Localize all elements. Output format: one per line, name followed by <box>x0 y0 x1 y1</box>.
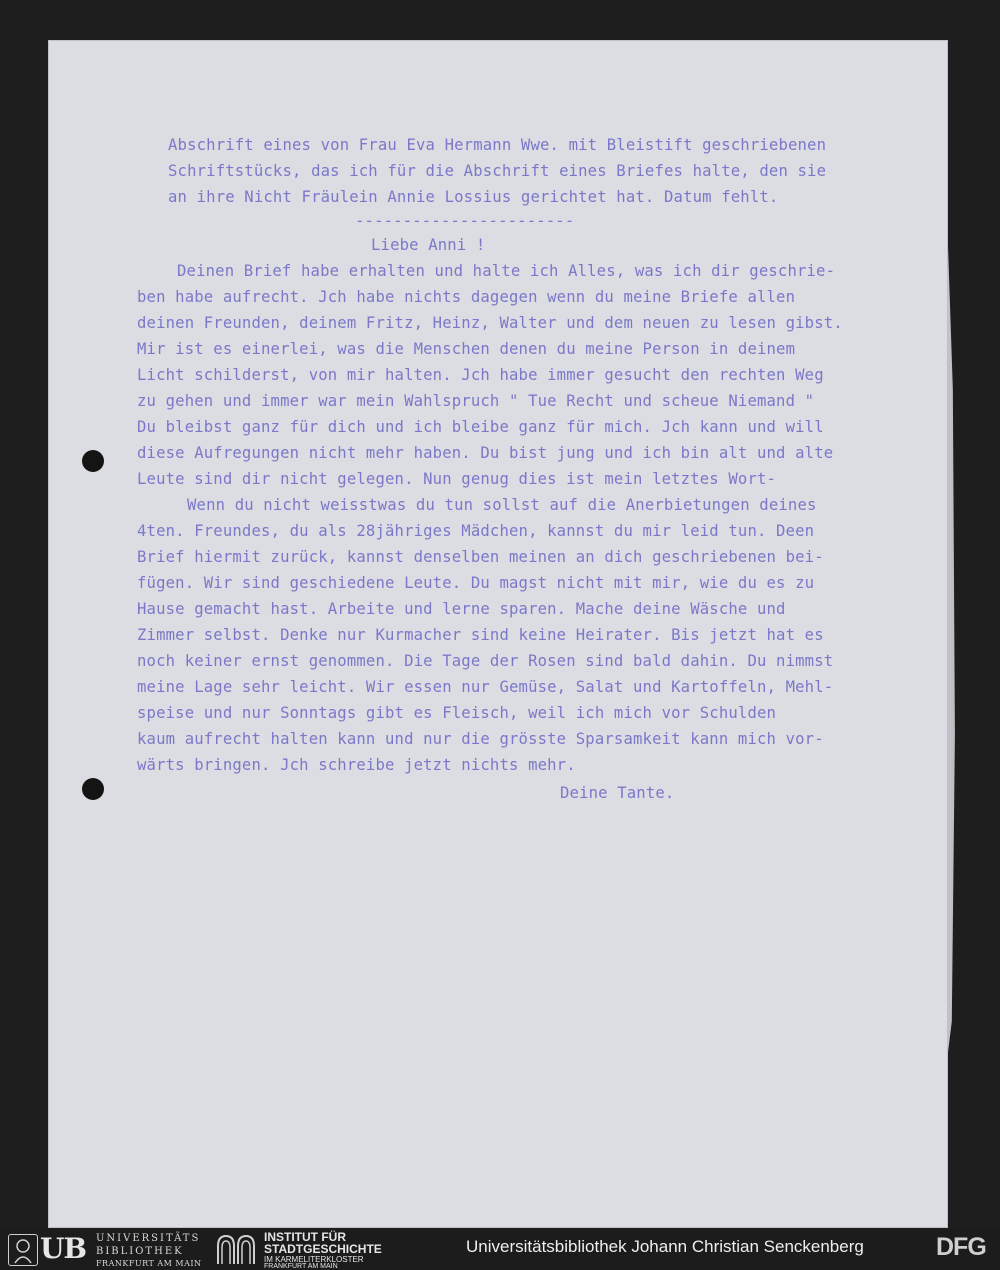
body-line: kaum aufrecht halten kann und nur die grösste Sparsamkeit kann mich vor- <box>137 730 824 748</box>
isg-line-1: INSTITUT FÜR <box>264 1230 346 1244</box>
header-line: Schriftstücks, das ich für die Abschrift eines Briefes halte, den sie <box>168 162 827 180</box>
punch-hole <box>82 778 104 800</box>
body-line: 4ten. Freundes, du als 28jähriges Mädchen, kannst du mir leid tun. Deen <box>137 522 815 540</box>
ub-line-2: BIBLIOTHEK <box>96 1246 184 1257</box>
separator-line: ----------------------- <box>355 212 575 230</box>
isg-line-4: FRANKFURT AM MAIN <box>264 1263 338 1270</box>
body-line: deinen Freunden, deinem Fritz, Heinz, Walter und dem neuen zu lesen gibst. <box>137 314 843 332</box>
body-line: Leute sind dir nicht gelegen. Nun genug dies ist mein letztes Wort- <box>137 470 777 488</box>
closing: Deine Tante. <box>560 784 675 802</box>
dfg-logo: DFG <box>936 1233 986 1261</box>
body-line: noch keiner ernst genommen. Die Tage der Rosen sind bald dahin. Du nimmst <box>137 652 834 670</box>
body-line: fügen. Wir sind geschiedene Leute. Du magst nicht mit mir, wie du es zu <box>137 574 815 592</box>
body-line: Mir ist es einerlei, was die Menschen denen du meine Person in deinem <box>137 340 796 358</box>
body-line: Zimmer selbst. Denke nur Kurmacher sind keine Heirater. Bis jetzt hat es <box>137 626 824 644</box>
body-line: Deinen Brief habe erhalten und halte ich Alles, was ich dir geschrie- <box>177 262 836 280</box>
isg-line-3: IM KARMELITERKLOSTER <box>264 1255 364 1264</box>
body-line: wärts bringen. Jch schreibe jetzt nichts mehr. <box>137 756 576 774</box>
body-line: speise und nur Sonntags gibt es Fleisch, weil ich mich vor Schulden <box>137 704 777 722</box>
body-line: Wenn du nicht weisstwas du tun sollst auf die Anerbietungen deines <box>187 496 817 514</box>
typed-text <box>48 40 948 802</box>
ub-logo-letters: UB <box>40 1232 87 1265</box>
header-line: an ihre Nicht Fräulein Annie Lossius gerichtet hat. Datum fehlt. <box>168 188 779 206</box>
salutation: Liebe Anni ! <box>371 236 486 254</box>
library-title: Universitätsbibliothek Johann Christian Senckenberg <box>466 1237 864 1256</box>
body-line: Du bleibst ganz für dich und ich bleibe ganz für mich. Jch kann und will <box>137 418 824 436</box>
paper-sheet <box>48 40 948 1228</box>
body-line: diese Aufregungen nicht mehr haben. Du bist jung und ich bin alt und alte <box>137 444 834 462</box>
institute-arches-icon <box>216 1234 256 1264</box>
body-line: ben habe aufrecht. Jch habe nichts dagegen wenn du meine Briefe allen <box>137 288 796 306</box>
university-library-seal-icon <box>8 1234 38 1266</box>
body-line: Brief hiermit zurück, kannst denselben meinen an dich geschriebenen bei- <box>137 548 824 566</box>
body-line: Licht schilderst, von mir halten. Jch habe immer gesucht den rechten Weg <box>137 366 824 384</box>
body-line: Hause gemacht hast. Arbeite und lerne sparen. Mache deine Wäsche und <box>137 600 786 618</box>
header-line: Abschrift eines von Frau Eva Hermann Wwe. mit Bleistift geschriebenen <box>168 136 827 154</box>
footer-bar <box>0 1228 1000 1270</box>
body-line: meine Lage sehr leicht. Wir essen nur Gemüse, Salat und Kartoffeln, Mehl- <box>137 678 834 696</box>
body-line: zu gehen und immer war mein Wahlspruch " Tue Recht und scheue Niemand " <box>137 392 815 410</box>
ub-line-3: FRANKFURT AM MAIN <box>96 1259 202 1268</box>
isg-line-2: STADTGESCHICHTE <box>264 1242 382 1256</box>
ub-line-1: UNIVERSITÄTS <box>96 1233 201 1244</box>
punch-hole <box>82 450 104 472</box>
